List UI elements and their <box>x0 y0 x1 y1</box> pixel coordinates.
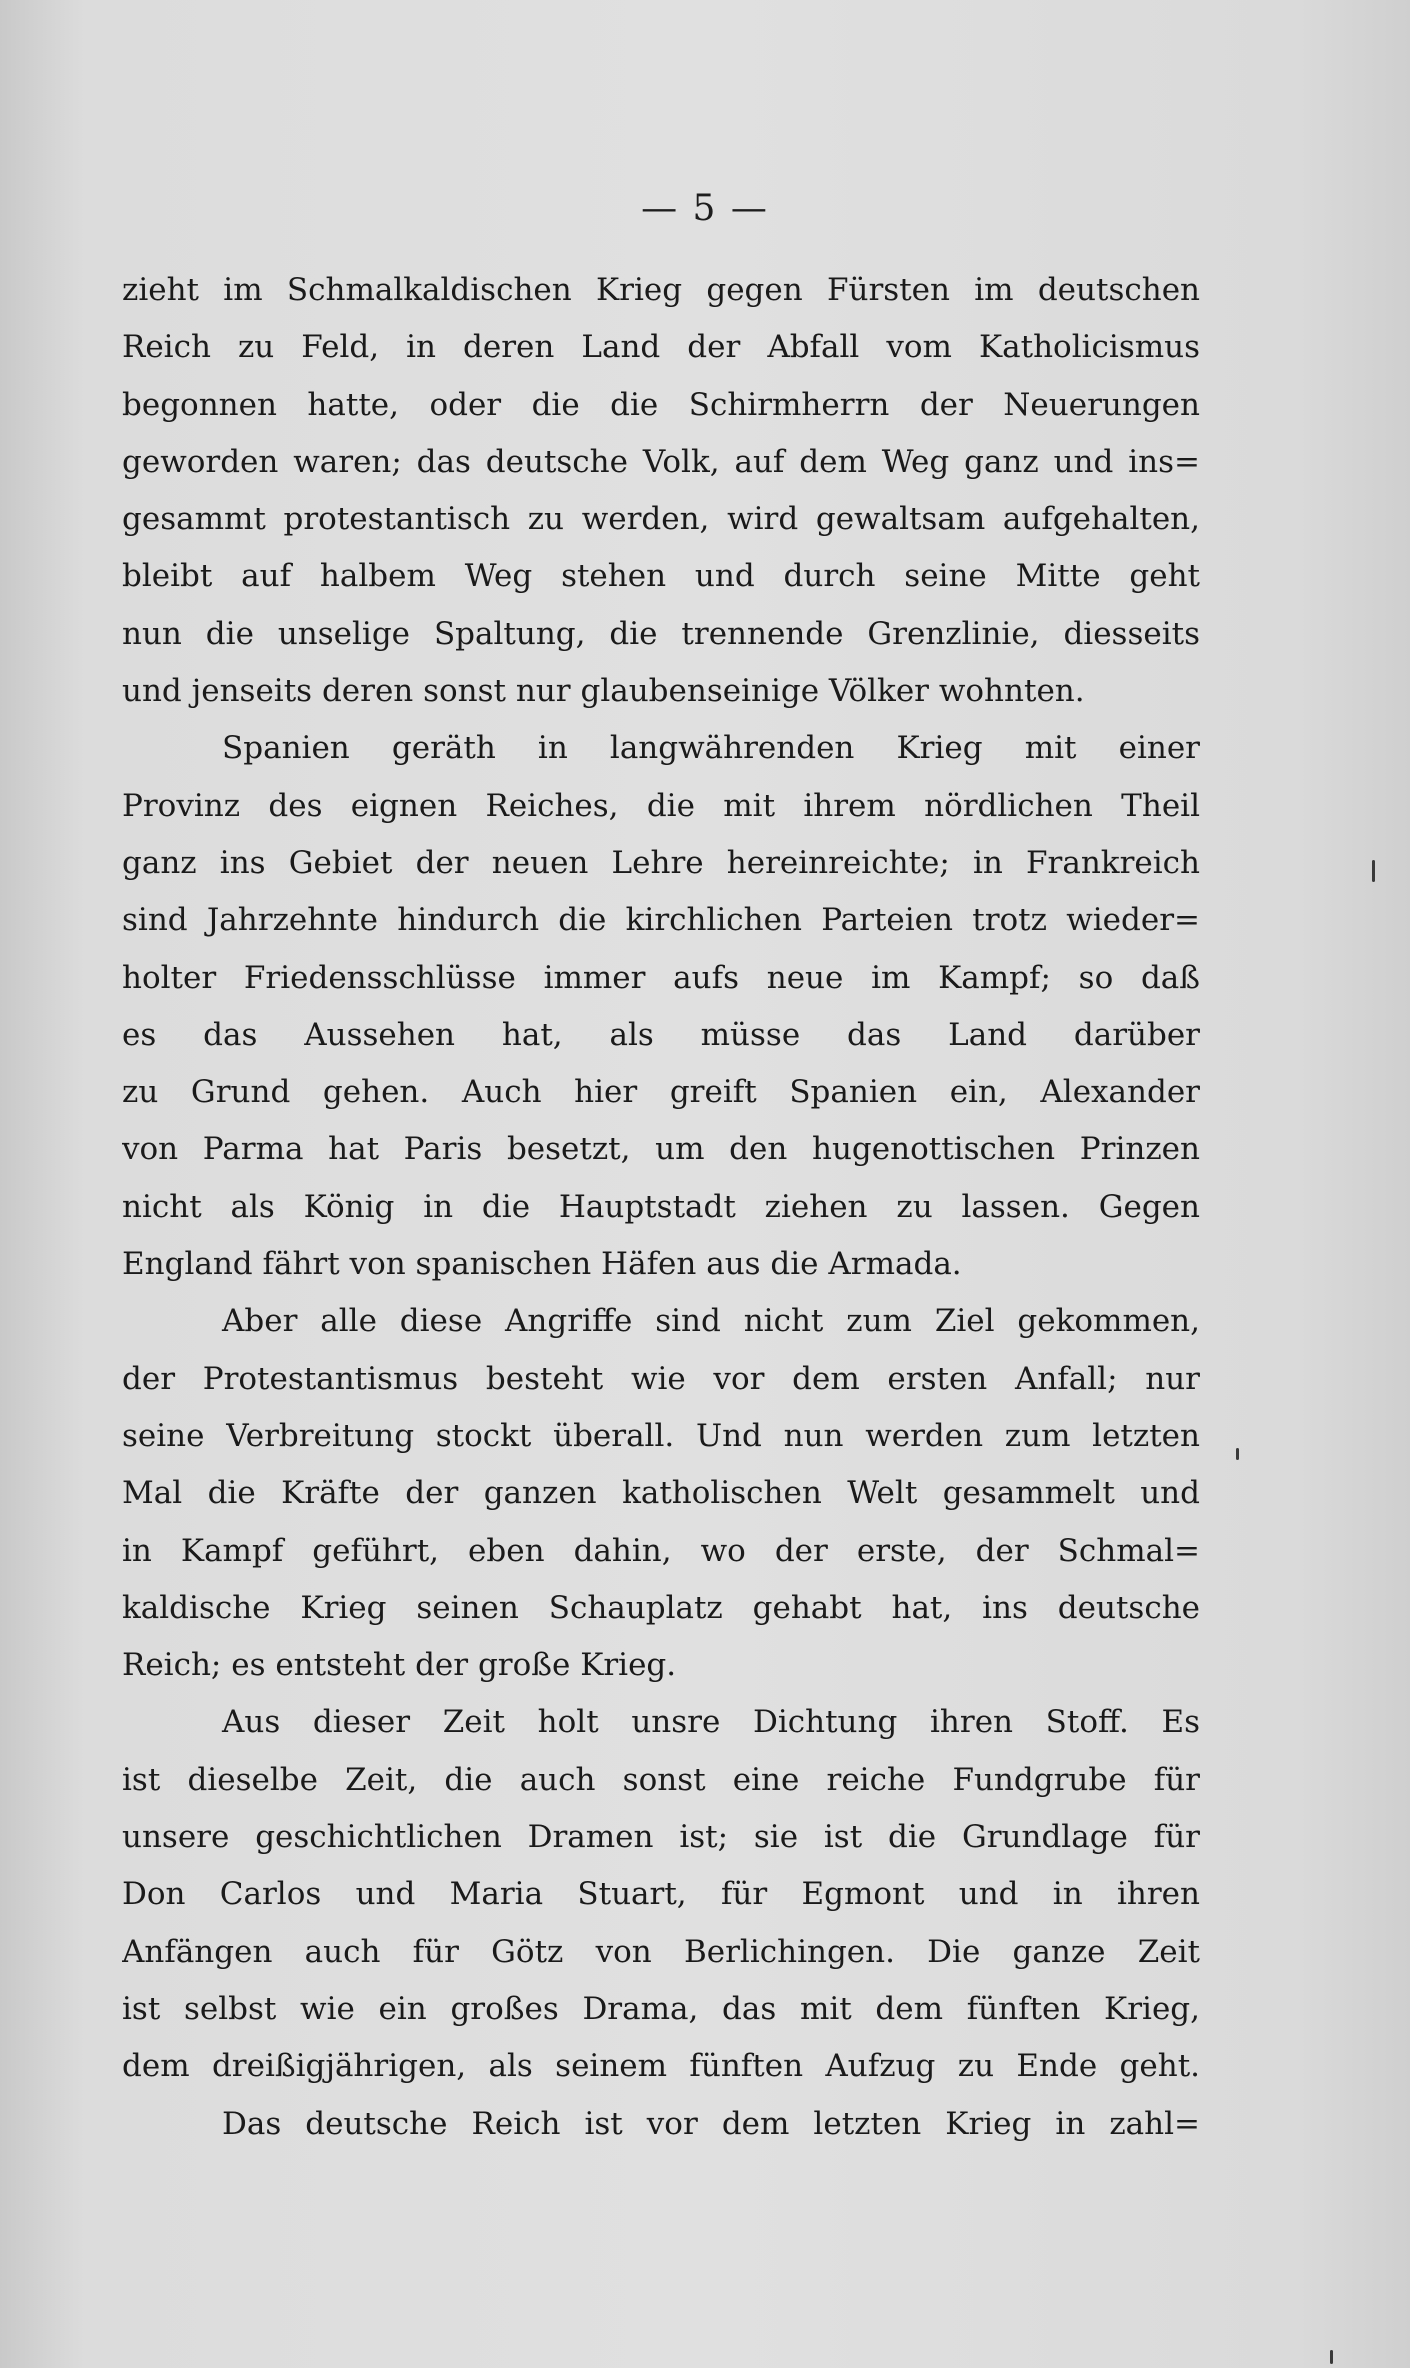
text-line: in Kampf geführt, eben dahin, wo der erste, der Schmal= <box>122 1532 1200 1569</box>
text-line: Aber alle diese Angriffe sind nicht zum Ziel gekommen, <box>222 1303 1200 1340</box>
text-line: seine Verbreitung stockt überall. Und nun werden zum letzten <box>122 1417 1200 1454</box>
text-line: nun die unselige Spaltung, die trennende Grenzlinie, diesseits <box>122 615 1200 652</box>
text-line: Mal die Kräfte der ganzen katholischen Welt gesammelt und <box>122 1475 1200 1512</box>
text-line: Aus dieser Zeit holt unsre Dichtung ihren Stoff. Es <box>222 1704 1200 1741</box>
text-line: Anfängen auch für Götz von Berlichingen. Die ganze Zeit <box>122 1933 1200 1970</box>
text-line: holter Friedensschlüsse immer aufs neue im Kampf; so daß <box>122 959 1200 996</box>
text-line: und jenseits deren sonst nur glaubenseinige Völker wohnten. <box>122 673 1085 710</box>
text-line: der Protestantismus besteht wie vor dem ersten Anfall; nur <box>122 1360 1200 1397</box>
margin-mark <box>1330 2350 1333 2364</box>
body-text <box>122 262 1200 2153</box>
text-line: es das Aussehen hat, als müsse das Land darüber <box>122 1016 1200 1053</box>
text-line: von Parma hat Paris besetzt, um den hugenottischen Prinzen <box>122 1131 1200 1168</box>
text-line: zieht im Schmalkaldischen Krieg gegen Fürsten im deutschen <box>122 272 1200 308</box>
text-line: Don Carlos und Maria Stuart, für Egmont und in ihren <box>122 1876 1200 1913</box>
text-line: ist dieselbe Zeit, die auch sonst eine reiche Fundgrube für <box>122 1761 1200 1798</box>
text-line: unsere geschichtlichen Dramen ist; sie ist die Grundlage für <box>122 1819 1200 1856</box>
text-line: England fährt von spanischen Häfen aus die Armada. <box>122 1246 962 1283</box>
text-line: Spanien geräth in langwährenden Krieg mit einer <box>222 730 1200 767</box>
page-number: — 5 — <box>641 188 769 229</box>
text-line: begonnen hatte, oder die die Schirmherrn der Neuerungen <box>122 386 1200 423</box>
text-line: gesammt protestantisch zu werden, wird gewaltsam aufgehalten, <box>122 501 1200 538</box>
text-line: zu Grund gehen. Auch hier greift Spanien ein, Alexander <box>122 1074 1200 1111</box>
margin-mark <box>1372 860 1375 882</box>
text-line: Reich; es entsteht der große Krieg. <box>122 1647 677 1684</box>
text-line: sind Jahrzehnte hindurch die kirchlichen Parteien trotz wieder= <box>122 902 1200 939</box>
text-line: kaldische Krieg seinen Schauplatz gehabt hat, ins deutsche <box>122 1589 1200 1626</box>
text-line: geworden waren; das deutsche Volk, auf dem Weg ganz und ins= <box>122 443 1200 480</box>
text-line: bleibt auf halbem Weg stehen und durch seine Mitte geht <box>122 558 1200 595</box>
text-line: ganz ins Gebiet der neuen Lehre hereinreichte; in Frankreich <box>122 844 1200 881</box>
text-line: nicht als König in die Hauptstadt ziehen zu lassen. Gegen <box>122 1188 1200 1225</box>
text-line: Das deutsche Reich ist vor dem letzten Krieg in zahl= <box>222 2105 1200 2142</box>
text-line: Reich zu Feld, in deren Land der Abfall vom Katholicismus <box>122 329 1200 366</box>
text-line: ist selbst wie ein großes Drama, das mit dem fünften Krieg, <box>122 1990 1200 2027</box>
text-line: dem dreißigjährigen, als seinem fünften Aufzug zu Ende geht. <box>122 2048 1200 2085</box>
margin-mark <box>1236 1448 1239 1460</box>
text-line: Provinz des eignen Reiches, die mit ihrem nördlichen Theil <box>122 787 1200 824</box>
